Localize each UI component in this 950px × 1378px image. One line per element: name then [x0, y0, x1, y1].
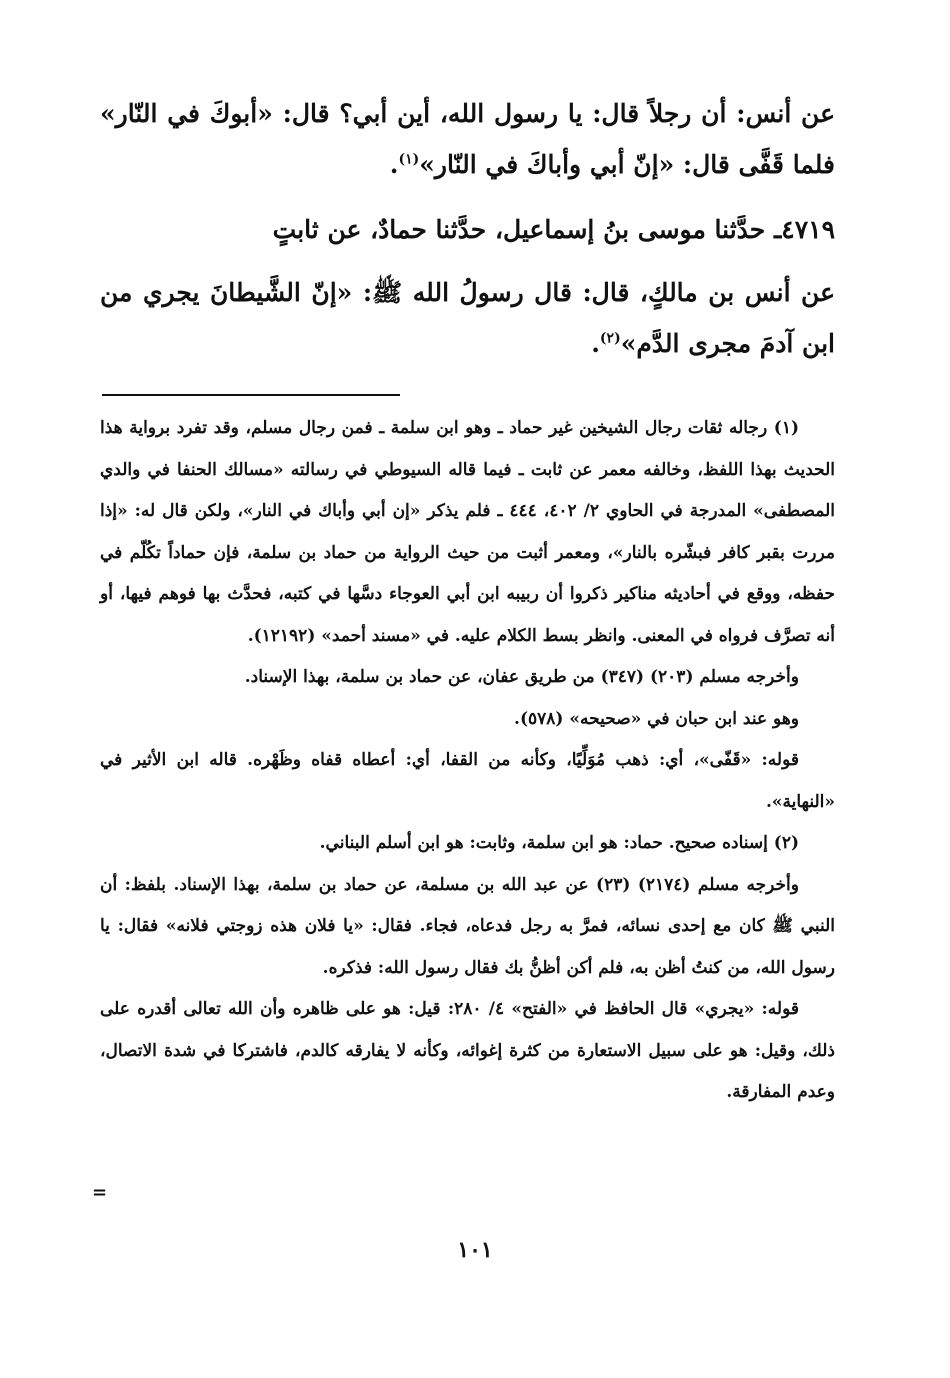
- footnote-paragraph: وأخرجه مسلم (٢٠٣) (٣٤٧) من طريق عفان، عن حماد بن سلمة، بهذا الإسناد.: [244, 667, 799, 687]
- page-number: ١٠١: [457, 1237, 493, 1263]
- footnote-paragraph: قوله: «يجري» قال الحافظ في «الفتح» ٤/ ٢٨٠: قيل: هو على ظاهره وأن الله تعالى أقدره على ذلك، وقيل: هو على سبيل الاستعارة من كثرة إغوائه، وكأنه لا يفارقه كالدم، فاشتركا في شدة الاتصال، وعدم المفارقة.: [100, 999, 835, 1102]
- page-body: [100, 88, 835, 1114]
- footnote-paragraph: (٢) إسناده صحيح. حماد: هو ابن سلمة، وثابت: هو ابن أسلم البناني.: [319, 833, 799, 853]
- hadith-body: عن أنس: أن رجلاً قال: يا رسول الله، أين أبي؟ قال: «أبوكَ في النّار» فلما قَفَّى قال: «إنّ أبي وأباكَ في النّار»: [100, 99, 835, 179]
- footnote-paragraph: وهو عند ابن حبان في «صحيحه» (٥٧٨).: [514, 708, 799, 729]
- isnad-text: ٤٧١٩ـ حدَّثنا موسى بنُ إسماعيل، حدَّثنا حمادٌ، عن ثابتٍ: [272, 215, 835, 244]
- footnotes: [100, 408, 835, 1114]
- hadith-end: .: [591, 329, 600, 358]
- footnote-paragraph: قوله: «قَفّى»، أي: ذهب مُوَلِّيًا، وكأنه من القفا، أي: أعطاه قفاه وظَهْره. قاله ابن الأثير في «النهاية».: [100, 750, 835, 812]
- continuation-marker: =: [92, 1182, 108, 1203]
- footnote-paragraph: (١) رجاله ثقات رجال الشيخين غير حماد ـ وهو ابن سلمة ـ فمن رجال مسلم، وقد تفرد برواية هذا الحديث بهذا اللفظ، وخالفه معمر عن ثابت ـ فيما قاله السيوطي في رسالته «مسالك الحنفا في والدي المصطفى» المدرجة في الحاوي ٢/ ٤٠٢، ٤٤٤ ـ فلم يذكر «إن أبي وأباك في النار»، ولكن قال له: «إذا مررت بقبر كافر فبشّره بالنار»، ومعمر أثبت من حيث الرواية من حماد بن سلمة، فإن حماداً تكُلّم في حفظه، ووقع في أحاديثه مناكير ذكروا أن ربيبه ابن أبي العوجاء دسَّها في كتبه، فحدَّث بها فوهم فيها، أو أنه تصرَّف فرواه في المعنى. وانظر بسط الكلام عليه. في «مسند أحمد» (١٢١٩٢).: [100, 418, 835, 646]
- footnote-paragraph: وأخرجه مسلم (٢١٧٤) (٢٣) عن عبد الله بن مسلمة، عن حماد بن سلمة، بهذا الإسناد. بلفظ: أن النبي ﷺ كان مع إحدى نسائه، فمرَّ به رجل فدعاه، فجاء. فقال: «يا فلان هذه زوجتي فلانه» فقال: يا رسول الله، من كنتُ أظن به، فلم أكن أظنُّ بك فقال رسول الله: فذكره.: [100, 874, 835, 978]
- footnote-ref: (١): [398, 151, 420, 168]
- hadith-text: [100, 88, 835, 190]
- main-text: [100, 88, 835, 369]
- hadith-text: [100, 267, 835, 369]
- footnote-divider: [102, 394, 400, 396]
- footnote-ref: (٢): [599, 330, 621, 347]
- hadith-body: عن أنس بن مالكٍ، قال: قال رسولُ الله ﷺ: «إنّ الشَّيطانَ يجري من ابن آدمَ مجرى الدَّم»: [100, 278, 835, 358]
- hadith-end: .: [389, 150, 399, 179]
